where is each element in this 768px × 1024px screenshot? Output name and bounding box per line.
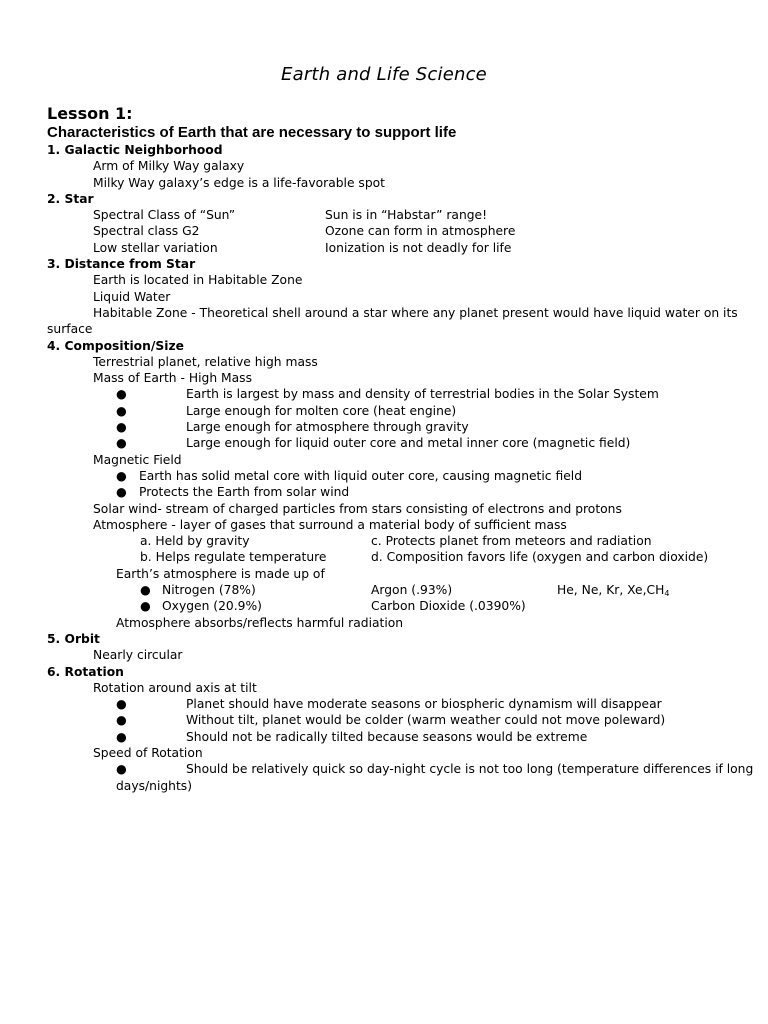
- bullet-icon: ●: [116, 403, 127, 418]
- text-line: Arm of Milky Way galaxy: [93, 159, 245, 174]
- star-left: Low stellar variation: [93, 240, 218, 255]
- atm-point: d. Composition favors life (oxygen and carbon dioxide): [371, 550, 709, 565]
- text-line: [47, 549, 737, 565]
- bullet-item: [47, 696, 737, 712]
- bullet-icon: ●: [140, 599, 151, 614]
- lesson-heading: Lesson 1:: [47, 104, 133, 123]
- text-line: [47, 223, 737, 239]
- bullet-text: Large enough for molten core (heat engine): [186, 403, 457, 418]
- bullet-text: Protects the Earth from solar wind: [139, 485, 350, 500]
- text-line: Milky Way galaxy’s edge is a life-favorable spot: [93, 175, 385, 190]
- bullet-text: Earth has solid metal core with liquid outer core, causing magnetic field: [139, 468, 582, 483]
- atm-point: a. Held by gravity: [140, 534, 250, 549]
- bullet-icon: ●: [116, 420, 127, 435]
- bullet-icon: ●: [116, 729, 127, 744]
- section-heading: 5. Orbit: [47, 631, 100, 646]
- bullet-icon: ●: [140, 583, 151, 598]
- bullet-item: [47, 729, 737, 745]
- text-line: Terrestrial planet, relative high mass: [93, 354, 318, 369]
- text-line: Earth’s atmosphere is made up of: [116, 566, 325, 581]
- page-title: Earth and Life Science: [281, 64, 487, 85]
- text-line: Liquid Water: [93, 289, 171, 304]
- text-line: Magnetic Field: [93, 452, 182, 467]
- bullet-item: [47, 386, 737, 402]
- document-body: [47, 142, 754, 794]
- text-line: [47, 240, 737, 256]
- bullet-icon: ●: [116, 485, 127, 500]
- text-line: Earth is located in Habitable Zone: [93, 273, 303, 288]
- gas-item: Carbon Dioxide (.0390%): [371, 599, 526, 614]
- bullet-text: Planet should have moderate seasons or biospheric dynamism will disappear: [186, 697, 662, 712]
- bullet-text: Without tilt, planet would be colder (warm weather could not move poleward): [186, 713, 666, 728]
- gas-item: Argon (.93%): [371, 583, 453, 598]
- gas-item: Oxygen (20.9%): [162, 599, 262, 614]
- section-heading: 2. Star: [47, 191, 94, 206]
- gas-text: He, Ne, Kr, Xe,CH: [557, 583, 665, 598]
- text-line: Mass of Earth - High Mass: [93, 371, 252, 386]
- bullet-icon: ●: [116, 387, 127, 402]
- bullet-icon: ●: [116, 762, 127, 777]
- bullet-icon: ●: [116, 436, 127, 451]
- bullet-text: Earth is largest by mass and density of terrestrial bodies in the Solar System: [186, 387, 659, 402]
- section-heading: 3. Distance from Star: [47, 257, 196, 272]
- star-left: Spectral Class of “Sun”: [93, 208, 236, 223]
- bullet-item: [47, 484, 737, 500]
- bullet-text: Should not be radically tilted because seasons would be extreme: [186, 729, 588, 744]
- text-line: surface: [47, 322, 93, 337]
- section-heading: 4. Composition/Size: [47, 338, 184, 353]
- gas-item: Nitrogen (78%): [162, 583, 256, 598]
- section-heading: 1. Galactic Neighborhood: [47, 143, 223, 157]
- bullet-text: Should be relatively quick so day-night cycle is not too long (temperature differences if long: [186, 762, 754, 777]
- section-heading: 6. Rotation: [47, 664, 124, 679]
- text-line: Atmosphere - layer of gases that surround a material body of sufficient mass: [93, 517, 567, 532]
- atm-point: c. Protects planet from meteors and radiation: [371, 534, 652, 549]
- bullet-item: [47, 435, 737, 451]
- text-line: [47, 533, 737, 549]
- text-line: Solar wind- stream of charged particles from stars consisting of electrons and protons: [93, 501, 622, 516]
- bullet-item: [47, 712, 737, 728]
- text-line: [47, 207, 737, 223]
- text-line: Speed of Rotation: [93, 745, 203, 760]
- bullet-item: [47, 761, 754, 777]
- star-right: Ozone can form in atmosphere: [325, 224, 516, 239]
- star-right: Ionization is not deadly for life: [325, 240, 512, 255]
- bullet-text: Large enough for liquid outer core and metal inner core (magnetic field): [186, 436, 631, 451]
- gas-subscript: 4: [664, 589, 670, 599]
- bullet-item: [47, 598, 737, 614]
- text-line: days/nights): [116, 778, 193, 793]
- atm-point: b. Helps regulate temperature: [140, 550, 327, 565]
- bullet-icon: ●: [116, 713, 127, 728]
- text-line: Habitable Zone - Theoretical shell around a star where any planet present would have liquid water on its: [93, 305, 738, 320]
- bullet-icon: ●: [116, 468, 127, 483]
- bullet-item: [47, 419, 737, 435]
- bullet-item: [47, 582, 737, 598]
- text-line: Atmosphere absorbs/reflects harmful radiation: [116, 615, 404, 630]
- text-line: Rotation around axis at tilt: [93, 680, 257, 695]
- star-left: Spectral class G2: [93, 224, 200, 239]
- text-line: Nearly circular: [93, 648, 183, 663]
- star-right: Sun is in “Habstar” range!: [325, 208, 488, 223]
- bullet-item: [47, 468, 737, 484]
- bullet-text: Large enough for atmosphere through gravity: [186, 420, 469, 435]
- bullet-item: [47, 403, 737, 419]
- bullet-icon: ●: [116, 697, 127, 712]
- lesson-subtitle: Characteristics of Earth that are necessary to support life: [47, 124, 457, 141]
